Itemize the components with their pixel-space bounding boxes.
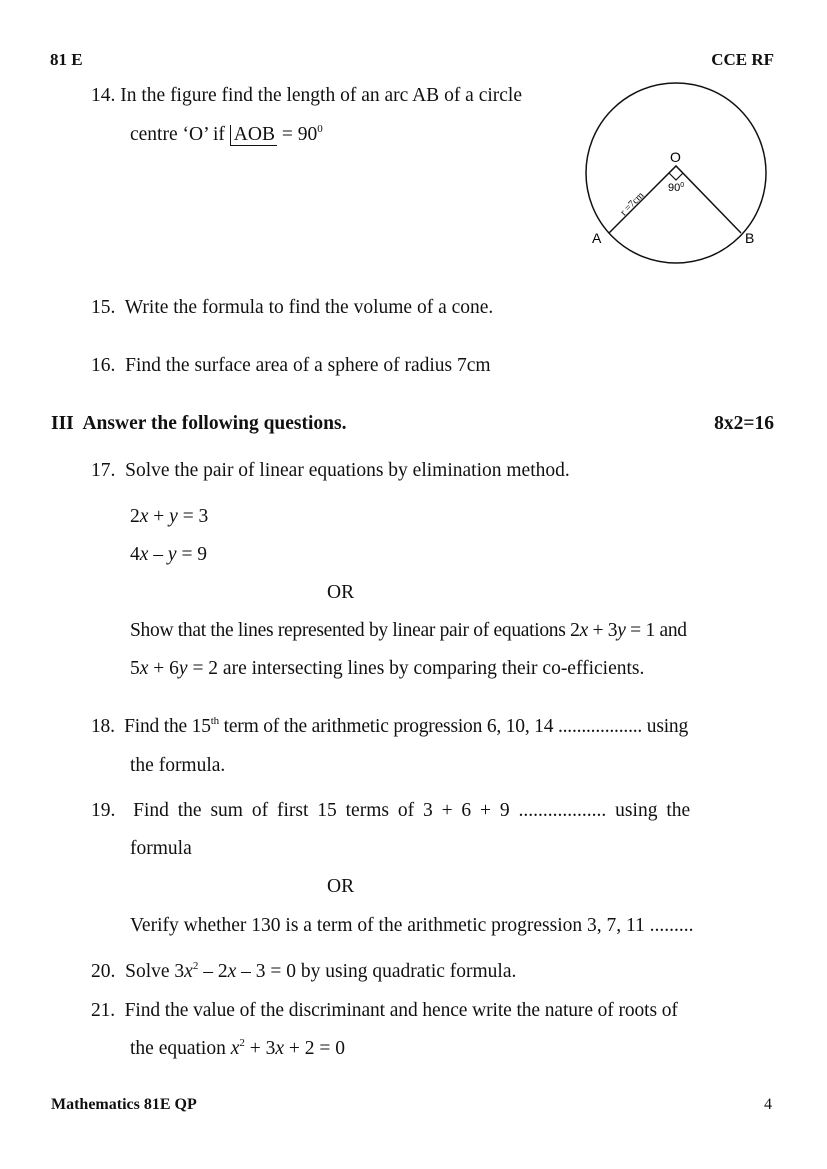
degree-sup: 0 xyxy=(317,123,323,135)
label-angle: $90^0$ xyxy=(668,182,685,194)
q-text: Find the surface area of a sphere of radius 7cm xyxy=(125,355,491,376)
question-16 xyxy=(91,354,491,378)
q17-alt-line2: 5x + 6y = 2 are intersecting lines by comparing their co-efficients. xyxy=(130,658,645,679)
q-number: 15. xyxy=(91,297,116,318)
q-text: Write the formula to find the volume of a cone. xyxy=(124,297,494,318)
or-label: OR xyxy=(327,876,355,897)
q-number: 20. xyxy=(91,961,116,982)
q-text: Find the sum of first 15 terms of 3 + 6 + 9 .................. using the xyxy=(133,800,691,821)
q-number: 14. xyxy=(91,85,116,106)
question-15 xyxy=(91,296,493,320)
q17-alt-line1: Show that the lines represented by linear pair of equations 2x + 3y = 1 and xyxy=(130,620,687,641)
q14-line1 xyxy=(91,84,522,108)
q-text: Find the value of the discriminant and hence write the nature of roots of xyxy=(124,1000,678,1021)
section-number: III xyxy=(51,413,74,434)
q-number: 16. xyxy=(91,355,116,376)
page-number: 4 xyxy=(764,1096,772,1113)
q-text: formula xyxy=(130,838,192,859)
label-o: O xyxy=(670,149,681,165)
circle-figure xyxy=(580,78,780,273)
label-a: A xyxy=(592,230,602,246)
equation-1: 2x + y = 3 xyxy=(130,506,209,527)
label-b: B xyxy=(745,230,755,246)
q-text: Solve the pair of linear equations by elimination method. xyxy=(125,460,570,481)
q-number: 17. xyxy=(91,460,116,481)
circle xyxy=(586,83,766,263)
label-radius: r =7cm xyxy=(618,190,647,219)
header-code: 81 E xyxy=(50,50,83,69)
q-text: Verify whether 130 is a term of the arithmetic progression 3, 7, 11 ......... xyxy=(130,915,694,936)
section-title: Answer the following questions. xyxy=(82,413,347,434)
header-series: CCE RF xyxy=(711,50,774,69)
q-text: the formula. xyxy=(130,755,226,776)
angle-symbol: AOB xyxy=(230,125,277,146)
section-heading xyxy=(51,412,346,436)
q-number: 19. xyxy=(91,800,116,821)
q-text: In the figure find the length of an arc AB of a circle xyxy=(120,85,523,106)
right-angle-mark xyxy=(669,173,683,180)
q14-line2 xyxy=(130,123,323,147)
q-text: = 90 xyxy=(281,124,318,145)
section-marks: 8x2=16 xyxy=(714,413,774,434)
q-text: centre ‘O’ if xyxy=(130,124,225,145)
or-label: OR xyxy=(327,582,355,603)
q-number: 18. xyxy=(91,716,115,737)
equation-2: 4x – y = 9 xyxy=(130,544,208,565)
question-20: 20. Solve $3x^2 - 2x - 3 = 0$ by using quadratic formula. xyxy=(91,960,517,982)
footer-title: Mathematics 81E QP xyxy=(51,1096,197,1113)
q-number: 21. xyxy=(91,1000,116,1021)
